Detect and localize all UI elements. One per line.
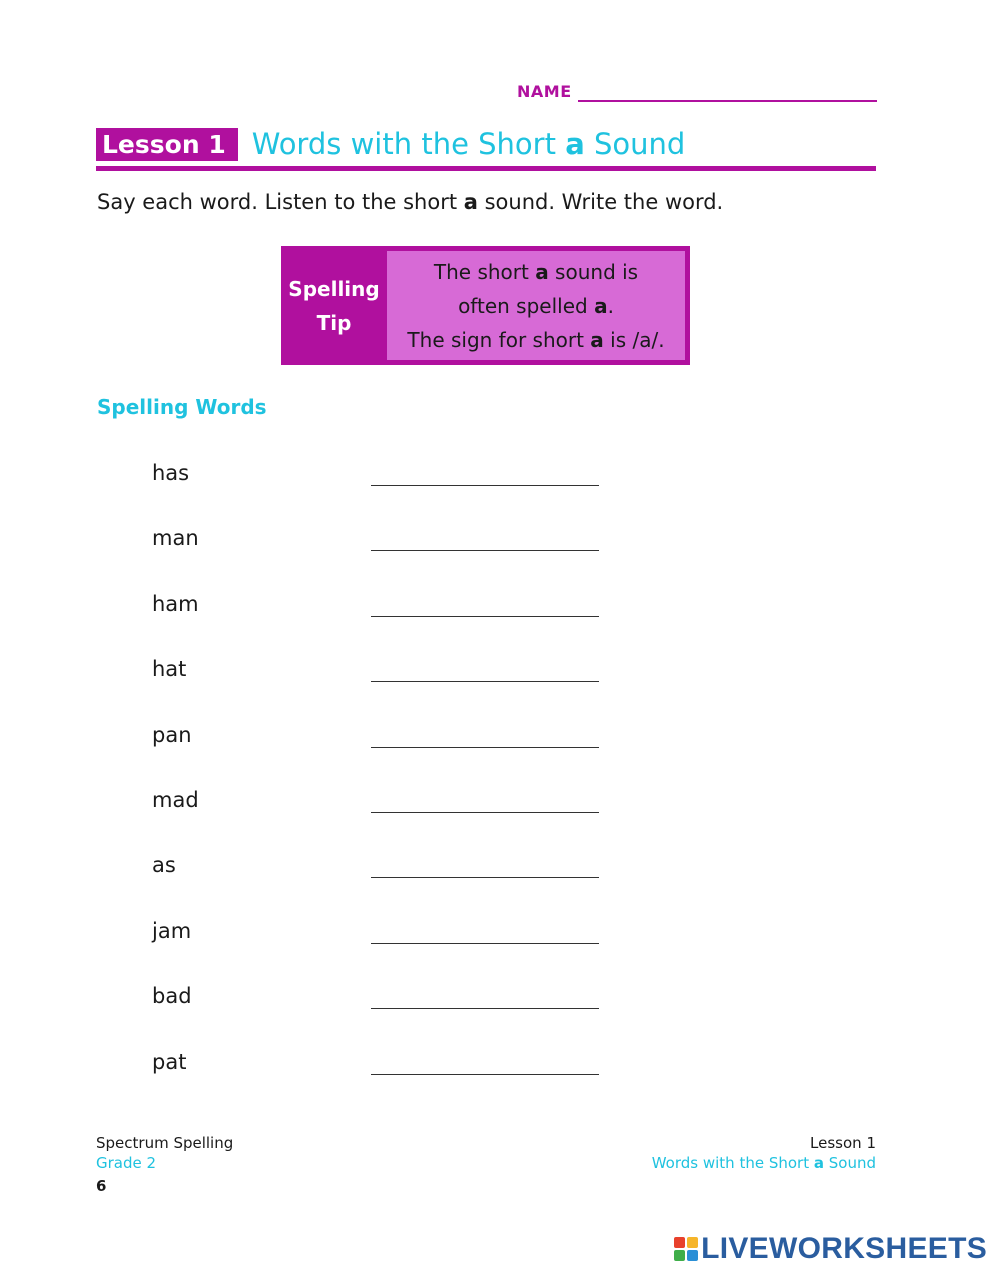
instruction-bold: a [463, 190, 478, 214]
spelling-word: mad [152, 787, 199, 812]
name-line[interactable] [578, 84, 877, 102]
lesson-title [252, 127, 686, 161]
answer-line[interactable] [371, 1048, 599, 1075]
word-row [152, 916, 612, 981]
answer-line[interactable] [371, 590, 599, 617]
answer-line[interactable] [371, 524, 599, 551]
tip-line2-before: often spelled [458, 293, 595, 318]
tip-line-2 [387, 289, 685, 323]
tip-line1-after: sound is [548, 259, 639, 284]
answer-line[interactable] [371, 655, 599, 682]
tip-label-line1: Spelling [288, 276, 380, 301]
tip-line-3 [387, 323, 685, 357]
lesson-badge: Lesson 1 [96, 128, 238, 161]
name-field [517, 78, 877, 102]
spelling-word: pat [152, 1049, 187, 1074]
footer-topic-bold: a [813, 1154, 824, 1172]
liveworksheets-icon [674, 1237, 698, 1261]
answer-line[interactable] [371, 917, 599, 944]
spelling-word: ham [152, 591, 199, 616]
header-divider [96, 166, 876, 171]
spelling-tip-label [281, 246, 387, 365]
tip-line1-before: The short [433, 259, 536, 284]
name-label: NAME [517, 82, 572, 101]
footer-right [652, 1133, 876, 1173]
answer-line[interactable] [371, 982, 599, 1009]
spelling-word: has [152, 461, 190, 485]
lesson-title-before: Words with the Short [251, 127, 566, 161]
tip-line2-after: . [607, 293, 614, 318]
spelling-word-list [152, 458, 612, 1112]
spelling-tip-box [281, 246, 690, 365]
word-row [152, 523, 612, 588]
spelling-word: hat [152, 657, 187, 682]
word-row [152, 981, 612, 1046]
spelling-word: jam [152, 918, 192, 943]
word-row [152, 1047, 612, 1112]
lesson-header [96, 124, 876, 164]
footer-grade: Grade 2 [96, 1154, 157, 1172]
footer-lesson: Lesson 1 [810, 1134, 876, 1152]
page-number: 6 [96, 1177, 107, 1195]
word-row [152, 458, 612, 523]
spelling-word: as [152, 853, 176, 878]
lesson-title-after: Sound [584, 127, 686, 161]
footer-book-title: Spectrum Spelling [96, 1134, 234, 1152]
word-row [152, 654, 612, 719]
tip-line1-bold: a [535, 259, 549, 284]
answer-line[interactable] [371, 721, 599, 748]
footer-left [96, 1133, 233, 1196]
spelling-word: pan [152, 722, 192, 747]
tip-line3-after: is /a/. [603, 327, 665, 352]
liveworksheets-logo [674, 1232, 987, 1266]
footer-topic [652, 1153, 876, 1173]
instruction-before: Say each word. Listen to the short [97, 190, 464, 214]
word-row [152, 720, 612, 785]
tip-label-line2: Tip [316, 310, 352, 335]
spelling-word: bad [152, 984, 192, 1009]
instruction-after: sound. Write the word. [477, 190, 724, 214]
word-row [152, 785, 612, 850]
word-row [152, 850, 612, 915]
lesson-title-bold: a [565, 127, 585, 161]
tip-line3-before: The sign for short [407, 327, 591, 352]
answer-line[interactable] [371, 459, 599, 486]
instruction-text [97, 190, 723, 214]
answer-line[interactable] [371, 786, 599, 813]
tip-line2-bold: a [594, 293, 608, 318]
answer-line[interactable] [371, 851, 599, 878]
tip-line-1 [387, 255, 685, 289]
section-heading: Spelling Words [97, 395, 267, 419]
word-row [152, 589, 612, 654]
footer-topic-after: Sound [823, 1154, 876, 1172]
liveworksheets-text: LIVEWORKSHEETS [701, 1232, 987, 1265]
tip-line3-bold: a [590, 327, 604, 352]
spelling-word: man [152, 526, 199, 551]
spelling-tip-body [387, 251, 685, 360]
footer-topic-before: Words with the Short [651, 1154, 814, 1172]
